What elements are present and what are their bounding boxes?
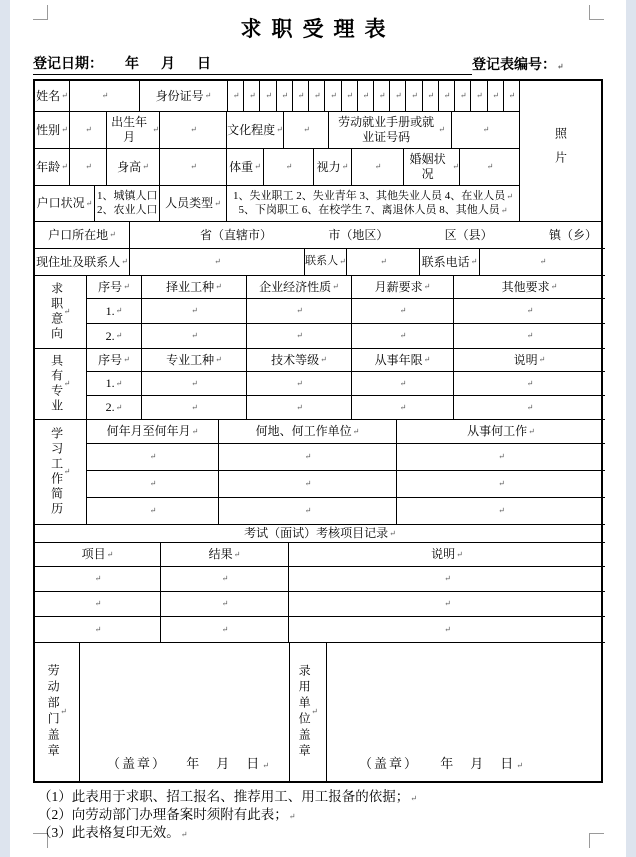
- pilcrow-mark: ↵: [191, 331, 198, 340]
- pilcrow-mark: ↵: [123, 282, 130, 291]
- pilcrow-mark: ↵: [190, 125, 197, 134]
- pilcrow-mark: ↵: [498, 506, 505, 515]
- pilcrow-mark: ↵: [444, 574, 451, 583]
- pilcrow-mark: ↵: [399, 331, 407, 340]
- exam-row: [35, 617, 601, 643]
- ji-trade-header-cell: 择业工种 ↵: [142, 276, 247, 299]
- sp-years-value-cell[interactable]: [352, 396, 454, 420]
- age-label-cell: 年龄 ↵: [35, 149, 70, 186]
- pilcrow-mark: ↵: [304, 479, 312, 488]
- exam-note-value-cell[interactable]: [289, 592, 605, 617]
- birth-value-cell[interactable]: [160, 112, 227, 149]
- pilcrow-mark: ↵: [423, 282, 431, 291]
- registration-number-label: 登记表编号：: [472, 58, 556, 73]
- labor-stamp-text: （盖章）: [107, 755, 168, 771]
- employer-seal-date[interactable]: 年 月 日↵: [440, 755, 525, 771]
- resume-work-value-cell[interactable]: [397, 471, 605, 498]
- resume-rows: [87, 420, 605, 525]
- age-value-cell[interactable]: [70, 149, 107, 186]
- pilcrow-mark: ↵: [254, 162, 261, 171]
- pilcrow-mark: ↵: [557, 62, 564, 71]
- pilcrow-mark: ↵: [444, 624, 451, 634]
- age-height-row: [35, 149, 520, 186]
- specialty-label: 具有专业: [49, 354, 64, 414]
- pilcrow-mark: ↵: [123, 355, 130, 364]
- pilcrow-mark: ↵: [262, 760, 271, 770]
- pilcrow-mark: ↵: [352, 426, 360, 436]
- weight-label-cell: 体重 ↵: [227, 149, 264, 186]
- contact-value-cell[interactable]: [347, 249, 420, 276]
- exam-item-value-cell[interactable]: [35, 567, 161, 592]
- pilcrow-mark: ↵: [285, 162, 293, 171]
- id-digit-cell[interactable]: [455, 81, 471, 112]
- employer-seal-label-cell: [290, 643, 327, 781]
- exam-item-header-cell: 项目 ↵: [35, 543, 161, 567]
- pilcrow-mark: ↵: [378, 91, 386, 100]
- pilcrow-mark: ↵: [149, 479, 157, 488]
- exam-note-value-cell[interactable]: [289, 617, 605, 643]
- pilcrow-mark: ↵: [380, 257, 387, 266]
- id-digit-cell[interactable]: [488, 81, 504, 112]
- pilcrow-mark: ↵: [411, 91, 418, 100]
- ji-economy-value-cell[interactable]: [247, 324, 352, 349]
- specialty-section-label-cell: [35, 349, 87, 420]
- pilcrow-mark: ↵: [85, 198, 93, 208]
- pilcrow-mark: ↵: [526, 378, 534, 388]
- exam-header-row: [35, 543, 601, 567]
- id-digit-cell[interactable]: [406, 81, 422, 112]
- pilcrow-mark: ↵: [438, 125, 445, 134]
- ji-other-value-cell[interactable]: [454, 299, 605, 324]
- pilcrow-mark: ↵: [191, 306, 198, 315]
- pilcrow-mark: ↵: [389, 528, 396, 538]
- ji-seq-header-cell: 序号 ↵: [87, 276, 142, 299]
- employment-permit-value-cell[interactable]: [452, 112, 520, 149]
- pilcrow-mark: ↵: [526, 402, 534, 412]
- pilcrow-mark: ↵: [248, 91, 256, 100]
- pilcrow-mark: ↵: [232, 91, 240, 100]
- pilcrow-mark: ↵: [296, 306, 303, 315]
- specialty-rows: [87, 349, 605, 420]
- exam-result-value-cell[interactable]: [161, 592, 289, 617]
- labor-seal-date[interactable]: 年 月 日↵: [186, 755, 271, 771]
- pilcrow-mark: ↵: [142, 162, 149, 171]
- name-value-cell[interactable]: [70, 81, 140, 112]
- pilcrow-mark: ↵: [215, 355, 222, 364]
- resume-period-header-cell: 何年月至何年月 ↵: [87, 420, 219, 444]
- job-intention-row-1: [87, 299, 605, 324]
- sp-trade-value-cell[interactable]: [142, 372, 247, 396]
- pilcrow-mark: ↵: [362, 91, 370, 100]
- resume-period-value-cell[interactable]: [87, 498, 219, 525]
- pilcrow-mark: ↵: [190, 162, 197, 171]
- pilcrow-mark: ↵: [528, 426, 535, 436]
- ji-economy-value-cell[interactable]: [247, 299, 352, 324]
- exam-title-cell: 考试（面试）考核项目记录 ↵: [35, 525, 605, 543]
- marital-label-cell: 婚姻状况 ↵: [404, 149, 460, 186]
- id-digit-cells: [228, 81, 520, 112]
- pilcrow-mark: ↵: [313, 91, 321, 100]
- birth-label-cell: 出生年月 ↵: [107, 112, 160, 149]
- address-value-cell[interactable]: [130, 249, 305, 276]
- header-row: [33, 53, 603, 75]
- pilcrow-mark: ↵: [500, 205, 508, 215]
- sp-trade-header-cell: 专业工种 ↵: [142, 349, 247, 372]
- resume-work-value-cell[interactable]: [397, 498, 605, 525]
- footnotes: [33, 788, 603, 842]
- education-value-cell[interactable]: [284, 112, 329, 149]
- registration-date-value[interactable]: 年 月 日: [125, 57, 215, 72]
- pilcrow-mark: ↵: [498, 452, 505, 461]
- left-margin-strip: [0, 0, 10, 857]
- pilcrow-mark: ↵: [296, 402, 303, 412]
- pilcrow-mark: ↵: [410, 794, 417, 803]
- pilcrow-mark: ↵: [550, 282, 558, 291]
- exam-note-value-cell[interactable]: [289, 567, 605, 592]
- name-id-row: [35, 81, 520, 112]
- pilcrow-mark: ↵: [94, 574, 102, 583]
- pilcrow-mark: ↵: [399, 378, 407, 388]
- phone-value-cell[interactable]: [480, 249, 605, 276]
- ji-salary-value-cell[interactable]: [352, 299, 454, 324]
- id-digit-cell[interactable]: [277, 81, 293, 112]
- pilcrow-mark: ↵: [296, 378, 303, 388]
- employer-stamp-text: （盖章）: [359, 755, 420, 771]
- pilcrow-mark: ↵: [304, 452, 312, 461]
- pilcrow-mark: ↵: [149, 452, 157, 461]
- id-digit-cell[interactable]: [309, 81, 325, 112]
- footnote-line: （3）此表格复印无效。↵: [38, 825, 188, 840]
- ji-seq-cell: 2. ↵: [87, 324, 142, 349]
- registration-date-field[interactable]: [33, 53, 472, 75]
- pilcrow-mark: ↵: [191, 426, 199, 436]
- pilcrow-mark: ↵: [115, 378, 123, 388]
- registration-number-field[interactable]: [472, 54, 603, 75]
- weight-value-cell[interactable]: [264, 149, 314, 186]
- pilcrow-mark: ↵: [508, 91, 516, 100]
- exam-result-value-cell[interactable]: [161, 567, 289, 592]
- employer-seal-area[interactable]: [327, 643, 605, 781]
- ji-other-value-cell[interactable]: [454, 324, 605, 349]
- pilcrow-mark: ↵: [394, 91, 402, 100]
- id-digit-cell[interactable]: [439, 81, 455, 112]
- hukou-location-value-cell[interactable]: 省（直辖市） 市（地区） 区（县） 镇（乡）: [130, 222, 605, 249]
- seal-band: [35, 643, 601, 781]
- resume-work-value-cell[interactable]: [397, 444, 605, 471]
- hukou-location-row: [35, 222, 601, 249]
- pilcrow-mark: ↵: [459, 91, 467, 100]
- sp-level-value-cell[interactable]: [247, 396, 352, 420]
- resume-work-header-cell: 从事何工作 ↵: [397, 420, 605, 444]
- ji-salary-header-cell: 月薪要求 ↵: [352, 276, 454, 299]
- pilcrow-mark: ↵: [288, 812, 296, 821]
- pilcrow-mark: ↵: [115, 331, 123, 340]
- pilcrow-mark: ↵: [526, 306, 534, 315]
- pilcrow-mark: ↵: [85, 162, 92, 171]
- pilcrow-mark: ↵: [121, 257, 128, 266]
- pilcrow-mark: ↵: [486, 162, 494, 171]
- pilcrow-mark: ↵: [456, 549, 463, 559]
- resume-row: [87, 498, 605, 525]
- resume-place-header-cell: 何地、何工作单位 ↵: [219, 420, 397, 444]
- pilcrow-mark: ↵: [303, 125, 310, 134]
- employment-permit-label-cell: 劳动就业手册或就业证号码 ↵: [329, 112, 452, 149]
- pilcrow-mark: ↵: [538, 355, 546, 364]
- pilcrow-mark: ↵: [332, 282, 339, 291]
- person-type-options-cell[interactable]: 1、失业职工 2、失业青年 3、其他失业人员 4、在业人员↵ 5、下岗职工 6、在校学生 7、离退休人员 8、其他人员↵: [227, 186, 520, 222]
- pilcrow-mark: ↵: [470, 257, 478, 266]
- specialty-row-2: [87, 396, 605, 420]
- registration-date-label: 登记日期：: [33, 57, 103, 72]
- exam-row: [35, 592, 601, 617]
- pilcrow-mark: ↵: [320, 355, 327, 364]
- specialty-band: [35, 349, 601, 420]
- resume-label: 学习工作简历: [49, 427, 64, 517]
- specialty-row-1: [87, 372, 605, 396]
- id-digit-cell[interactable]: [244, 81, 260, 112]
- footnote-line: （2）向劳动部门办理备案时须附有此表；↵: [38, 807, 296, 822]
- pilcrow-mark: ↵: [85, 125, 92, 134]
- pilcrow-mark: ↵: [94, 599, 102, 608]
- pilcrow-mark: ↵: [311, 707, 318, 716]
- gender-birth-row: [35, 112, 520, 149]
- vision-label-cell: 视力 ↵: [314, 149, 352, 186]
- id-digit-cell[interactable]: [358, 81, 374, 112]
- pilcrow-mark: ↵: [427, 91, 435, 100]
- pilcrow-mark: ↵: [60, 707, 67, 716]
- pilcrow-mark: ↵: [374, 162, 382, 171]
- ji-trade-value-cell[interactable]: [142, 299, 247, 324]
- marital-value-cell[interactable]: [460, 149, 520, 186]
- job-intention-section-label-cell: [35, 276, 87, 349]
- specialty-header-row: [87, 349, 605, 372]
- id-digit-cell[interactable]: [390, 81, 406, 112]
- id-digit-cell[interactable]: [228, 81, 244, 112]
- pilcrow-mark: ↵: [221, 599, 229, 608]
- height-value-cell[interactable]: [160, 149, 227, 186]
- exam-item-value-cell[interactable]: [35, 592, 161, 617]
- id-digit-cell[interactable]: [471, 81, 487, 112]
- pilcrow-mark: ↵: [482, 125, 490, 134]
- resume-row: [87, 471, 605, 498]
- pilcrow-mark: ↵: [265, 91, 272, 100]
- hukou-type-row: [35, 186, 520, 222]
- resume-place-value-cell[interactable]: [219, 471, 397, 498]
- id-digit-cell[interactable]: [293, 81, 309, 112]
- exam-title-row: [35, 525, 601, 543]
- pilcrow-mark: ↵: [149, 506, 157, 515]
- id-digit-cell[interactable]: [325, 81, 341, 112]
- resume-row: [87, 444, 605, 471]
- pilcrow-mark: ↵: [204, 91, 212, 100]
- pilcrow-mark: ↵: [304, 506, 312, 515]
- sp-seq-header-cell: 序号 ↵: [87, 349, 142, 372]
- page-title: 求职受理表: [240, 17, 396, 41]
- id-digit-cell[interactable]: [504, 81, 520, 112]
- ji-economy-header-cell: 企业经济性质 ↵: [247, 276, 352, 299]
- pilcrow-mark: ↵: [452, 162, 459, 171]
- pilcrow-mark: ↵: [63, 379, 71, 388]
- pilcrow-mark: ↵: [180, 830, 188, 839]
- pilcrow-mark: ↵: [444, 599, 451, 608]
- sp-level-value-cell[interactable]: [247, 372, 352, 396]
- labor-seal-label-cell: [35, 643, 80, 781]
- sp-years-value-cell[interactable]: [352, 372, 454, 396]
- address-label-cell: 现住址及联系人 ↵: [35, 249, 130, 276]
- pilcrow-mark: ↵: [221, 574, 229, 583]
- phone-label-cell: 联系电话 ↵: [420, 249, 480, 276]
- height-label-cell: 身高 ↵: [107, 149, 160, 186]
- pilcrow-mark: ↵: [214, 257, 221, 266]
- pilcrow-mark: ↵: [215, 282, 222, 291]
- pilcrow-mark: ↵: [341, 162, 349, 171]
- hukou-location-label-cell: 户口所在地 ↵: [35, 222, 130, 249]
- id-digit-cell[interactable]: [374, 81, 390, 112]
- pilcrow-mark: ↵: [443, 91, 451, 100]
- exam-note-header-cell: 说明 ↵: [289, 543, 605, 567]
- pilcrow-mark: ↵: [63, 307, 71, 316]
- pilcrow-mark: ↵: [101, 91, 109, 100]
- pilcrow-mark: ↵: [115, 306, 123, 315]
- pilcrow-mark: ↵: [94, 624, 102, 634]
- job-intention-header-row: [87, 276, 605, 299]
- resume-header-row: [87, 420, 605, 444]
- resume-period-value-cell[interactable]: [87, 444, 219, 471]
- pilcrow-mark: ↵: [498, 479, 505, 488]
- photo-cell[interactable]: [520, 81, 601, 222]
- pilcrow-mark: ↵: [276, 125, 283, 134]
- pilcrow-mark: ↵: [339, 257, 346, 266]
- pilcrow-mark: ↵: [399, 306, 407, 315]
- resume-place-value-cell[interactable]: [219, 444, 397, 471]
- footnote-line: （1）此表用于求职、招工报名、推荐用工、用工报备的依据；↵: [38, 789, 417, 804]
- sp-seq-cell: 2. ↵: [87, 396, 142, 420]
- exam-result-value-cell[interactable]: [161, 617, 289, 643]
- labor-seal-label: 劳动部门盖章: [46, 664, 61, 760]
- ji-salary-value-cell[interactable]: [352, 324, 454, 349]
- ji-trade-value-cell[interactable]: [142, 324, 247, 349]
- pilcrow-mark: ↵: [221, 624, 229, 634]
- sp-seq-cell: 1. ↵: [87, 372, 142, 396]
- pilcrow-mark: ↵: [330, 91, 337, 100]
- job-intention-row-2: [87, 324, 605, 349]
- pilcrow-mark: ↵: [152, 125, 159, 134]
- pilcrow-mark: ↵: [526, 331, 534, 340]
- sp-level-header-cell: 技术等级 ↵: [247, 349, 352, 372]
- pilcrow-mark: ↵: [191, 402, 198, 412]
- id-digit-cell[interactable]: [423, 81, 439, 112]
- pilcrow-mark: ↵: [476, 91, 483, 100]
- pilcrow-mark: ↵: [61, 125, 68, 134]
- resume-band: [35, 420, 601, 525]
- pilcrow-mark: ↵: [61, 91, 68, 100]
- right-margin-strip: [626, 0, 636, 857]
- sp-note-header-cell: 说明 ↵: [454, 349, 605, 372]
- resume-section-label-cell: [35, 420, 87, 525]
- job-intention-band: [35, 276, 601, 349]
- photo-label: 照片: [553, 127, 568, 175]
- ji-seq-cell: 1. ↵: [87, 299, 142, 324]
- exam-row: [35, 567, 601, 592]
- ji-other-header-cell: 其他要求 ↵: [454, 276, 605, 299]
- sp-note-value-cell[interactable]: [454, 396, 605, 420]
- pilcrow-mark: ↵: [516, 760, 525, 770]
- job-intention-rows: [87, 276, 605, 349]
- sp-trade-value-cell[interactable]: [142, 396, 247, 420]
- job-intention-label: 求职意向: [49, 282, 64, 342]
- id-digit-cell[interactable]: [342, 81, 358, 112]
- form-table: [33, 79, 603, 783]
- form-content: [33, 0, 603, 842]
- id-digit-cell[interactable]: [260, 81, 276, 112]
- pilcrow-mark: ↵: [191, 378, 198, 388]
- pilcrow-mark: ↵: [61, 162, 68, 171]
- labor-seal-area[interactable]: [80, 643, 290, 781]
- sp-note-value-cell[interactable]: [454, 372, 605, 396]
- vision-value-cell[interactable]: [352, 149, 404, 186]
- pilcrow-mark: ↵: [63, 467, 71, 476]
- basic-info-band: [35, 81, 601, 222]
- resume-place-value-cell[interactable]: [219, 498, 397, 525]
- hukou-status-label-cell: 户口状况 ↵: [35, 186, 95, 222]
- resume-period-value-cell[interactable]: [87, 471, 219, 498]
- name-label-cell: 姓名 ↵: [35, 81, 70, 112]
- id-number-label-cell: 身份证号 ↵: [140, 81, 228, 112]
- pilcrow-mark: ↵: [297, 91, 305, 100]
- gender-label-cell: 性别 ↵: [35, 112, 70, 149]
- pilcrow-mark: ↵: [115, 402, 123, 412]
- pilcrow-mark: ↵: [423, 355, 431, 364]
- hukou-options-cell[interactable]: 1、城镇人口 2、农业人口: [95, 186, 160, 222]
- exam-result-header-cell: 结果 ↵: [161, 543, 289, 567]
- sp-years-header-cell: 从事年限 ↵: [352, 349, 454, 372]
- pilcrow-mark: ↵: [296, 331, 303, 340]
- education-label-cell: 文化程度 ↵: [227, 112, 284, 149]
- person-type-label-cell: 人员类型 ↵: [160, 186, 227, 222]
- pilcrow-mark: ↵: [106, 549, 114, 559]
- gender-value-cell[interactable]: [70, 112, 107, 149]
- pilcrow-mark: ↵: [281, 91, 289, 100]
- exam-item-value-cell[interactable]: [35, 617, 161, 643]
- pilcrow-mark: ↵: [233, 549, 241, 559]
- pilcrow-mark: ↵: [492, 91, 499, 100]
- pilcrow-mark: ↵: [539, 257, 547, 266]
- pilcrow-mark: ↵: [399, 402, 407, 412]
- contact-label-cell: 联系人 ↵: [305, 249, 347, 276]
- pilcrow-mark: ↵: [346, 91, 353, 100]
- pilcrow-mark: ↵: [109, 230, 116, 239]
- pilcrow-mark: ↵: [506, 191, 513, 201]
- employer-seal-label: 录用单位盖章: [297, 664, 312, 760]
- pilcrow-mark: ↵: [214, 198, 221, 208]
- basic-info-left: [35, 81, 520, 222]
- address-contact-row: [35, 249, 601, 276]
